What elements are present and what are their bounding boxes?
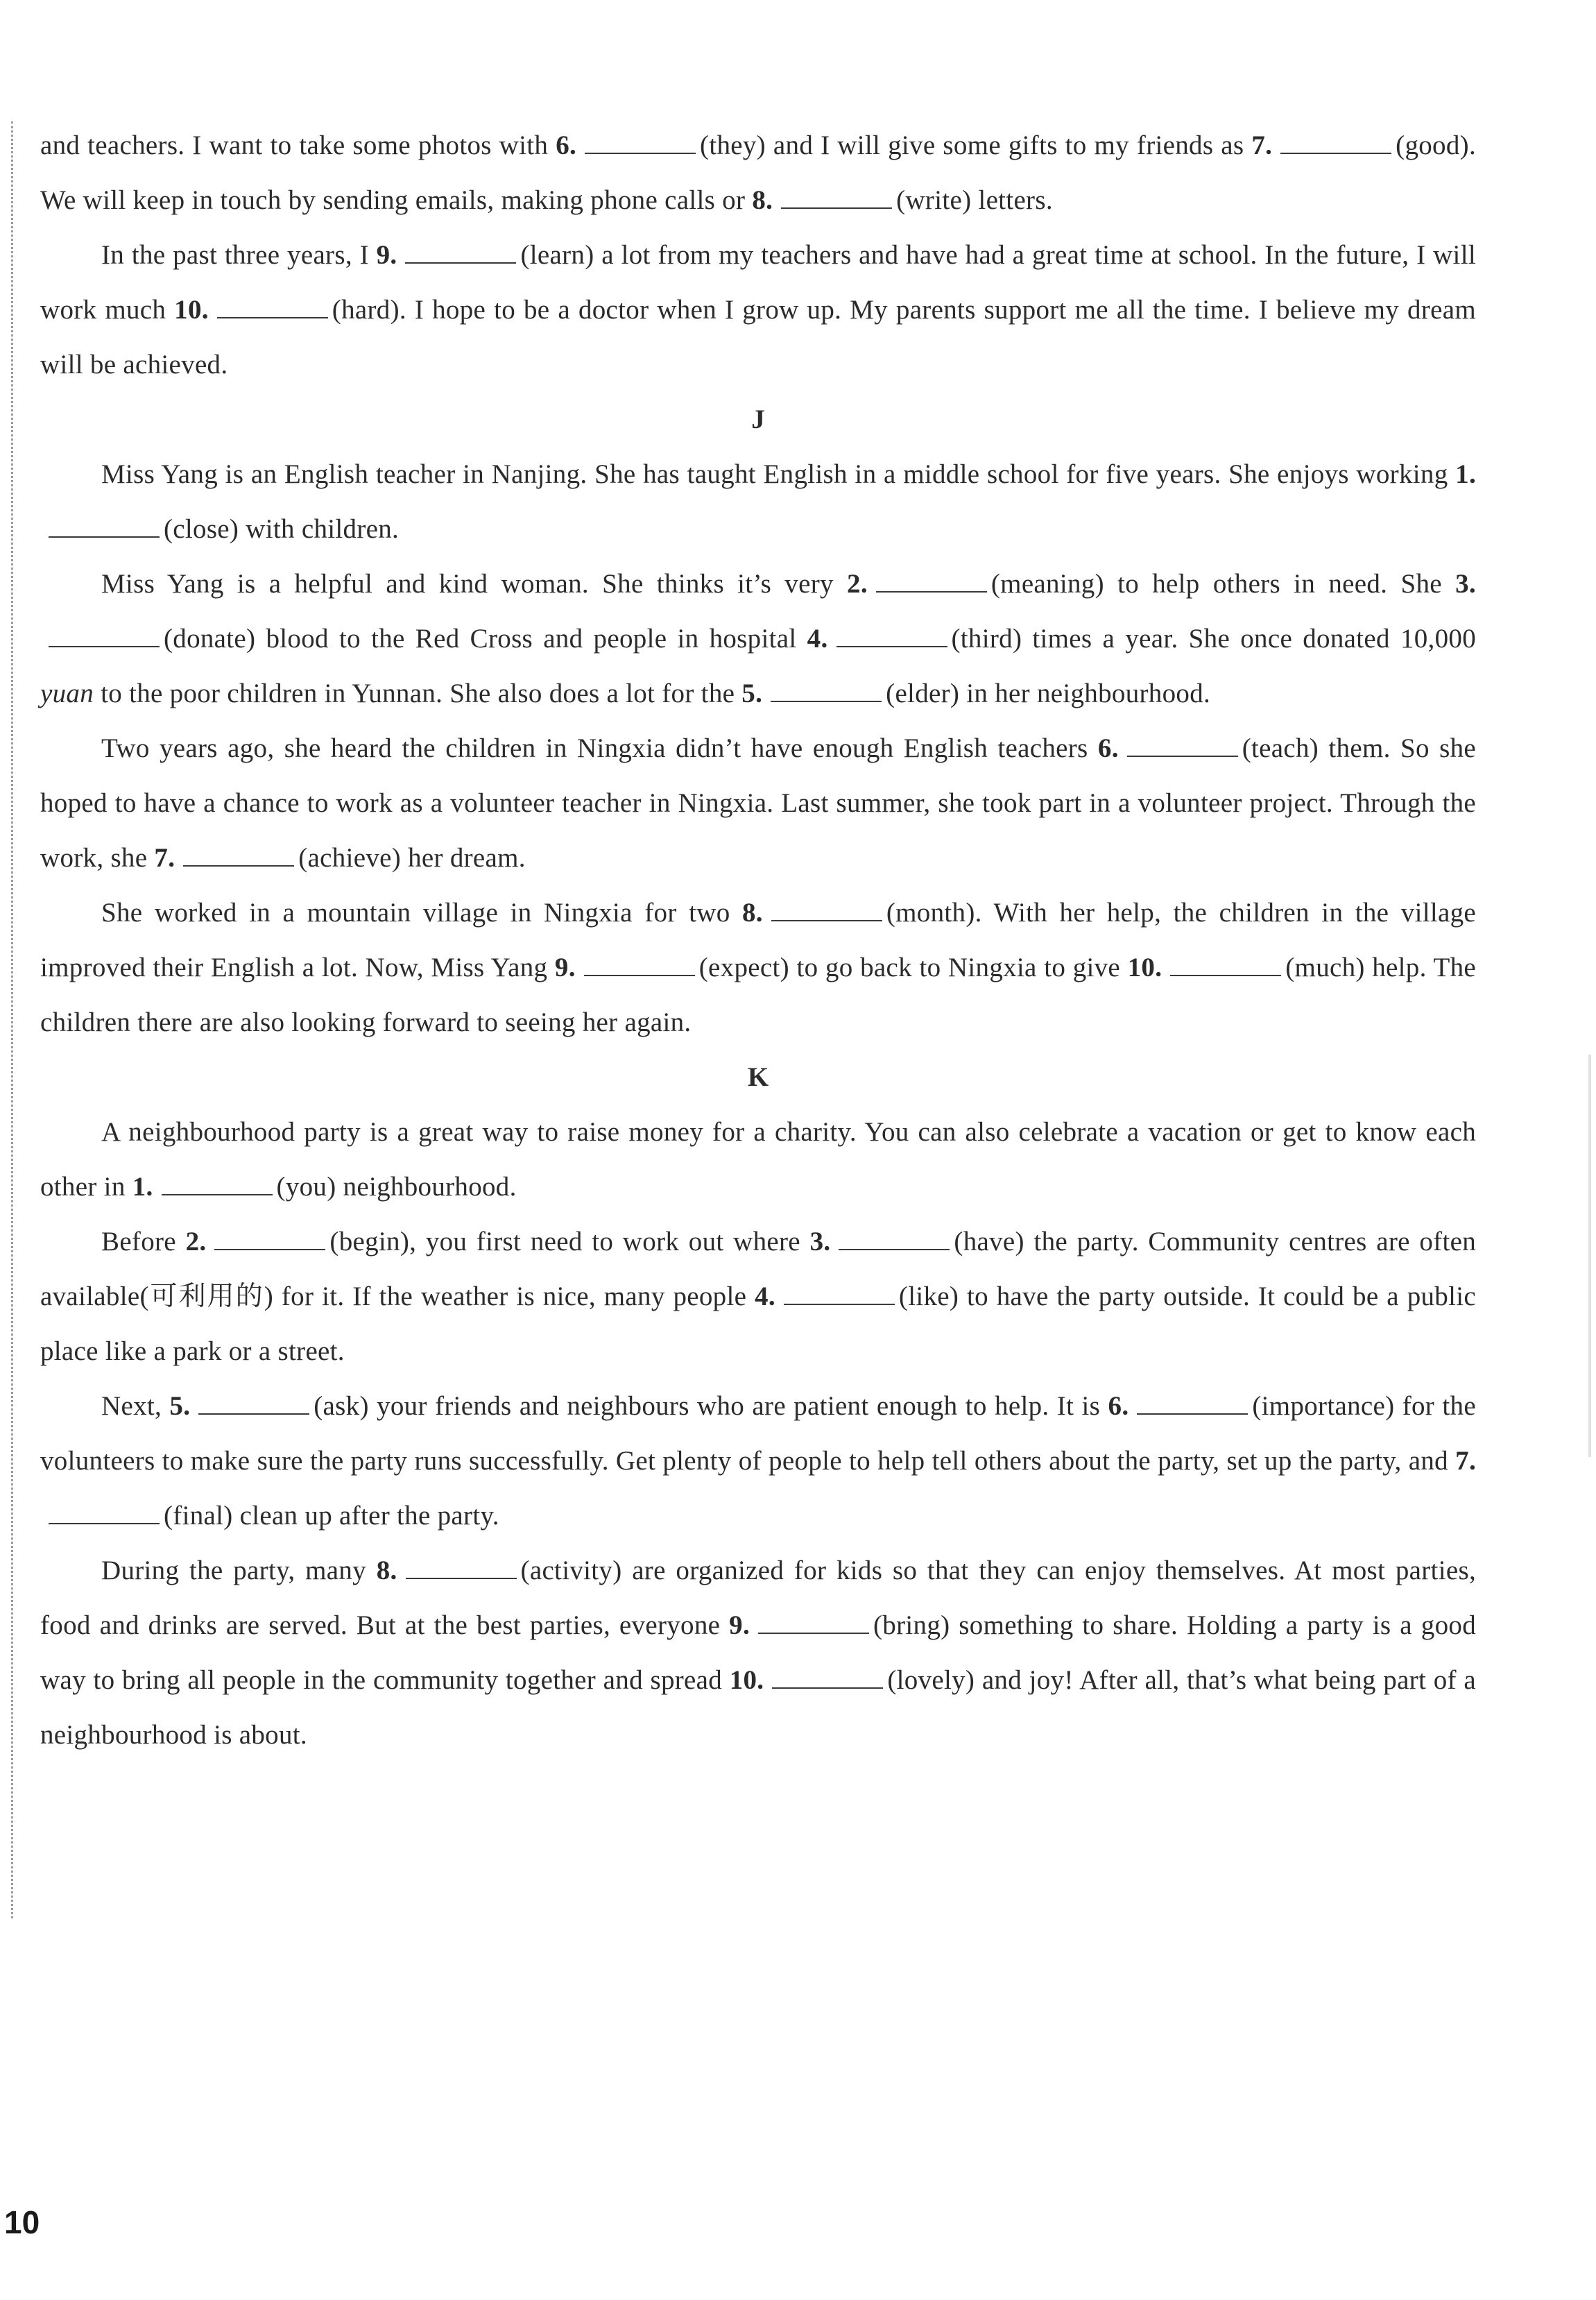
question-number: 6.	[556, 130, 577, 160]
question-number: 8.	[742, 898, 763, 928]
question-number: 10.	[174, 295, 209, 325]
page-edge-shadow	[1588, 1055, 1591, 1457]
answer-blank[interactable]	[836, 625, 947, 647]
answer-blank[interactable]	[183, 844, 294, 867]
question-number: 8.	[376, 1556, 397, 1585]
answer-blank[interactable]	[1280, 132, 1391, 154]
passage-text: (donate) blood to the Red Cross and people in hospital	[164, 624, 797, 654]
answer-blank[interactable]	[214, 1228, 325, 1250]
passage-text: (teach) them. So she hoped to have a chance to work as a volunteer teacher in Ningxia. Last summer, she took part in a volunteer project. Through the work, she	[40, 733, 1476, 873]
passage-text: (have) the party. Community centres are often available(可利用的) for it. If the weather is nice, many people	[40, 1227, 1476, 1311]
passage-text: (they) and I will give some gifts to my friends as	[700, 130, 1244, 160]
question-number: 9.	[376, 240, 397, 270]
passage-text: (importance) for the volunteers to make sure the party runs successfully. Get plenty of people to help tell others about the party, set up the party, and	[40, 1391, 1476, 1476]
passage-text: (write) letters.	[896, 185, 1053, 215]
passage-text: (bring) something to share. Holding a party is a good way to bring all people in the community together and spread	[40, 1610, 1476, 1695]
answer-blank[interactable]	[585, 132, 696, 154]
passage-text: (meaning) to help others in need. She	[990, 569, 1442, 599]
passage-text: In the past three years, I	[101, 240, 369, 270]
passage-text: (hard). I hope to be a doctor when I grow up. My parents support me all the time. I believe my dream will be achieved.	[40, 295, 1476, 380]
question-number: 9.	[554, 953, 576, 982]
passage-text: (learn) a lot from my teachers and have had a great time at school. In the future, I will work much	[40, 240, 1476, 325]
passage-text: (month). With her help, the children in the village improved their English a lot. Now, Miss Yang	[40, 898, 1476, 982]
binding-margin-rule	[11, 121, 13, 1918]
passage-text: (achieve) her dream.	[298, 843, 526, 873]
page-number: 10	[4, 2204, 40, 2240]
passage-text: (final) clean up after the party.	[164, 1501, 499, 1531]
section-k-heading: K	[747, 1062, 769, 1092]
answer-blank[interactable]	[584, 954, 695, 976]
answer-blank[interactable]	[405, 241, 516, 264]
answer-blank[interactable]	[758, 1612, 869, 1634]
question-number: 7.	[154, 843, 175, 873]
question-number: 4.	[755, 1281, 775, 1311]
passage-text: (begin), you first need to work out where	[329, 1227, 800, 1257]
question-number: 9.	[729, 1610, 750, 1640]
passage-text: (much) help. The children there are also looking forward to seeing her again.	[40, 953, 1477, 1037]
passage-text: (expect) to go back to Ningxia to give	[698, 953, 1121, 982]
passage-text: (you) neighbourhood.	[276, 1172, 517, 1202]
passage-text: Before	[101, 1227, 176, 1257]
question-number: 8.	[752, 185, 773, 215]
passage-text: (ask) your friends and neighbours who are patient enough to help. It is	[314, 1391, 1101, 1421]
passage-text: During the party, many	[101, 1556, 366, 1585]
question-number: 2.	[185, 1227, 207, 1257]
section-j-paragraph-1	[40, 447, 1476, 556]
passage-text: (like) to have the party outside. It could be a public place like a park or a street.	[40, 1281, 1476, 1366]
passage-text: (elder) in her neighbourhood.	[886, 679, 1211, 708]
section-j-paragraph-4	[40, 885, 1476, 1050]
answer-blank[interactable]	[162, 1173, 273, 1195]
answer-blank[interactable]	[49, 625, 160, 647]
passage-text: (activity) are organized for kids so that they can enjoy themselves. At most parties, food and drinks are served. But at the best parties, everyone	[40, 1556, 1476, 1640]
answer-blank[interactable]	[772, 1667, 883, 1689]
answer-blank[interactable]	[217, 296, 328, 318]
question-number: 10.	[729, 1665, 764, 1695]
passage-text: Two years ago, she heard the children in Ningxia didn’t have enough English teachers	[101, 733, 1088, 763]
answer-blank[interactable]	[49, 516, 160, 538]
question-number: 7.	[1251, 130, 1273, 160]
question-number: 3.	[1455, 569, 1476, 599]
answer-blank[interactable]	[771, 680, 882, 702]
passage-text: to the poor children in Yunnan. She also does a lot for the	[101, 679, 735, 708]
question-number: 1.	[1455, 459, 1476, 489]
worksheet-body	[40, 118, 1476, 1762]
passage-text: Miss Yang is an English teacher in Nanjing. She has taught English in a middle school for five years. She enjoys working	[101, 459, 1448, 489]
passage-text: (lovely) and joy! After all, that’s what being part of a neighbourhood is about.	[40, 1665, 1476, 1750]
answer-blank[interactable]	[1170, 954, 1281, 976]
answer-blank[interactable]	[406, 1557, 517, 1579]
section-j-paragraph-2	[40, 556, 1476, 721]
answer-blank[interactable]	[198, 1392, 309, 1415]
question-number: 7.	[1455, 1446, 1476, 1476]
question-number: 2.	[847, 569, 868, 599]
section-k-paragraph-1	[40, 1105, 1476, 1214]
section-i-paragraph-1	[40, 118, 1476, 228]
passage-text: (close) with children.	[164, 514, 400, 544]
passage-text: (third) times a year. She once donated 10,000	[951, 624, 1476, 654]
passage-text: She worked in a mountain village in Ningxia for two	[101, 898, 730, 928]
section-i-paragraph-2	[40, 228, 1476, 392]
answer-blank[interactable]	[784, 1283, 895, 1305]
section-j-heading: J	[751, 404, 765, 434]
answer-blank[interactable]	[1137, 1392, 1248, 1415]
passage-text: Next,	[101, 1391, 162, 1421]
passage-text: A neighbourhood party is a great way to raise money for a charity. You can also celebrate a vacation or get to know each other in	[40, 1117, 1476, 1202]
passage-text: (good). We will keep in touch by sending emails, making phone calls or	[40, 130, 1476, 215]
question-number: 4.	[807, 624, 828, 654]
answer-blank[interactable]	[771, 899, 882, 921]
section-k-paragraph-4	[40, 1543, 1476, 1762]
question-number: 3.	[809, 1227, 831, 1257]
question-number: 6.	[1097, 733, 1119, 763]
italic-word: yuan	[40, 679, 94, 708]
question-number: 1.	[132, 1172, 153, 1202]
passage-text: and teachers. I want to take some photos with	[40, 130, 549, 160]
answer-blank[interactable]	[781, 187, 892, 209]
section-k-paragraph-2	[40, 1214, 1476, 1379]
section-k-paragraph-3	[40, 1379, 1476, 1543]
question-number: 5.	[169, 1391, 191, 1421]
passage-text: Miss Yang is a helpful and kind woman. She thinks it’s very	[101, 569, 834, 599]
answer-blank[interactable]	[49, 1502, 160, 1524]
answer-blank[interactable]	[839, 1228, 950, 1250]
section-j-paragraph-3	[40, 721, 1476, 885]
answer-blank[interactable]	[1127, 735, 1238, 757]
question-number: 10.	[1127, 953, 1162, 982]
question-number: 5.	[741, 679, 763, 708]
answer-blank[interactable]	[876, 570, 987, 593]
question-number: 6.	[1108, 1391, 1129, 1421]
